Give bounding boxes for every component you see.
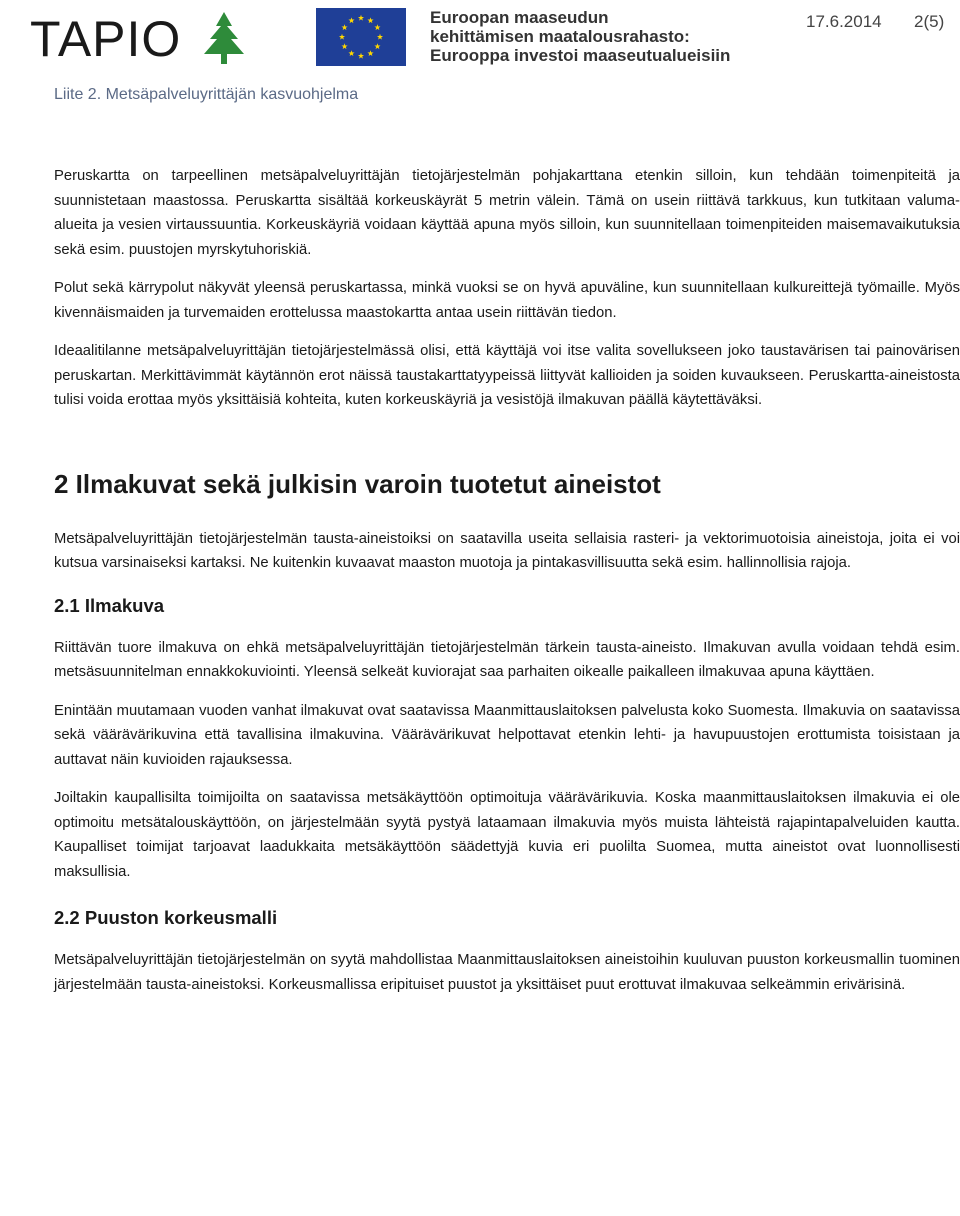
section-heading-2: 2 Ilmakuvat sekä julkisin varoin tuotetut aineistot: [54, 468, 661, 499]
subsection-heading-2-2: 2.2 Puuston korkeusmalli: [54, 907, 278, 928]
page-number: 2(5): [914, 12, 945, 31]
eu-text-line-3: Eurooppa investoi maaseutualueisiin: [430, 46, 731, 65]
tapio-logo-text: TAPIO: [30, 11, 182, 67]
eu-fund-text: [430, 8, 750, 65]
page-header: [0, 0, 960, 120]
paragraph-background-data: Metsäpalveluyrittäjän tietojärjestelmän tausta-aineistoiksi on saatavilla useita sellaisia rasteri- ja vektorimuotoisia aineistoja, joita ei voi kutsua varsinaiseksi kartaksi. Ne kuitenkin kuvaavat maaston muotoja ja pintakasvillisuutta sekä esim. hallinnollisia rajoja.: [54, 530, 960, 571]
tapio-logo: [30, 8, 230, 68]
paragraph-commercial-providers: Joiltakin kaupallisilta toimijoilta on saatavissa metsäkäyttöön optimoituja väärävärikuvia. Koska maanmittauslaitoksen ilmakuvia ei ole optimoitu metsätalouskäyttöön, on järjestelmään syytä pystyä lataamaan ilmakuvia myös muista lähteistä rajapintapalveluiden kautta. Kaupalliset toimijat tarjoavat laadukkaita metsäkäyttöön säädettyjä kuvia eri puolilta Suomea, mutta aineistot ovat luonnollisesti maksullisia.: [54, 790, 960, 880]
paragraph-ideal-situation: Ideaalitilanne metsäpalveluyrittäjän tietojärjestelmässä olisi, että käyttäjä voi itse valita sovellukseen joko taustavärisen tai painovärisen peruskartan. Merkittävimmät käytännön erot näissä taustakarttatyypeissä liittyvät kallioiden ja soiden kuvaukseen. Peruskartta-aineistosta tulisi voida erottaa myös yksittäisiä kohteita, kuten korkeuskäyriä ja vesistöjä ilmakuvan päällä käytettäväksi.: [54, 343, 960, 408]
eu-text-line-2: kehittämisen maatalousrahasto:: [430, 27, 690, 46]
paragraph-height-model: Metsäpalveluyrittäjän tietojärjestelmän on syytä mahdollistaa Maanmittauslaitoksen aineistoihin kuuluvan puuston korkeusmallin tuominen järjestelmään tausta-aineistoksi. Korkeusmallissa eripituiset puustot ja yksittäiset puut erottuvat ilmakuvaa selkeämmin erivärisinä.: [54, 952, 960, 993]
paragraph-basemap-intro: Peruskartta on tarpeellinen metsäpalveluyrittäjän tietojärjestelmän pohjakarttana etenkin silloin, kun tehdään toimenpiteitä ja suunnistetaan maastossa. Peruskartta sisältää korkeuskäyrät 5 metrin välein. Tämä on usein riittävä tarkkuus, kun tutkitaan valuma-alueita ja vesien virtaussuuntia. Korkeuskäyriä voidaan käyttää apuna myös silloin, kun suunnitellaan toimenpiteiden maisemavaikutuksia sekä esim. puustojen myrskytuhoriskiä.: [54, 168, 960, 258]
document-date: 17.6.2014: [806, 12, 882, 31]
eu-flag-icon: [316, 8, 406, 66]
paragraph-paths: Polut sekä kärrypolut näkyvät yleensä peruskartassa, minkä vuoksi se on hyvä apuväline, kun suunnitellaan kulkureittejä työmaille. Myös kivennäismaiden ja turvemaiden erottelussa maastokartta antaa usein riittävän tiedon.: [54, 280, 960, 321]
paragraph-aerial-availability: Enintään muutamaan vuoden vanhat ilmakuvat ovat saatavissa Maanmittauslaitoksen palvelusta koko Suomesta. Ilmakuvia on saatavissa sekä väärävärikuvina että tavallisina ilmakuvina. Väärävärikuvat helpottavat etenkin lehti- ja havupuustojen erottumista toisistaan ja auttavat näin kuvioiden rajauksessa.: [54, 702, 960, 768]
appendix-title: Liite 2. Metsäpalveluyrittäjän kasvuohjelma: [54, 86, 359, 103]
subsection-heading-2-1: 2.1 Ilmakuva: [54, 594, 165, 616]
eu-text-line-1: Euroopan maaseudun: [430, 8, 609, 27]
document-body: [54, 164, 960, 997]
spruce-tree-icon: [188, 10, 260, 66]
paragraph-aerial-photo: Riittävän tuore ilmakuva on ehkä metsäpalveluyrittäjän tietojärjestelmän tärkein tausta-aineisto. Ilmakuvan avulla voidaan tehdä esim. metsäsuunnitelman ennakkokuviointi. Yleensä selkeät kuviorajat saa parhaiten oikealle paikalleen ilmakuvaa apuna käyttäen.: [54, 639, 960, 680]
